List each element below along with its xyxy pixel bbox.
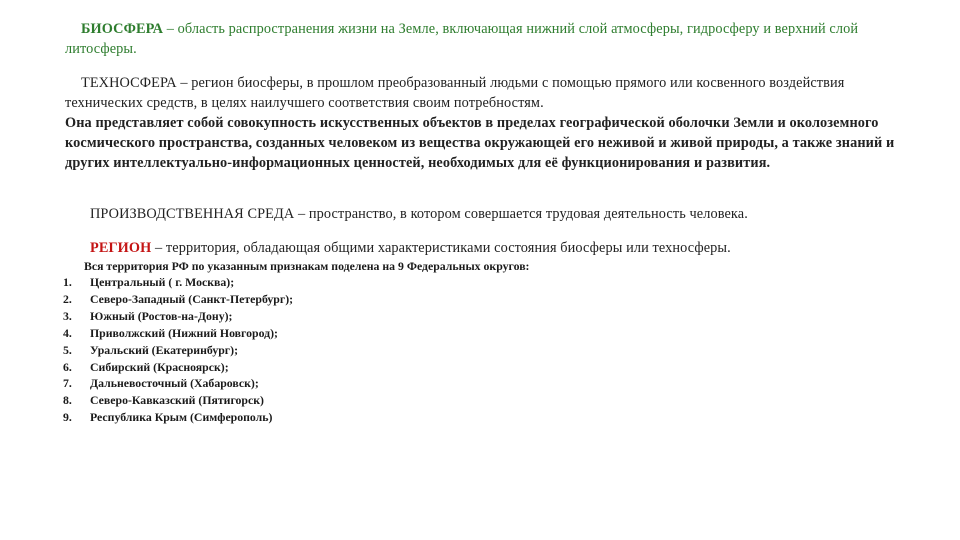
list-item [63, 308, 293, 325]
list-item-text: Приволжский (Нижний Новгород); [90, 325, 278, 340]
list-item-number: 6. [63, 359, 72, 374]
list-item-number: 2. [63, 291, 72, 306]
list-item [63, 274, 293, 291]
list-item-text: Сибирский (Красноярск); [90, 359, 229, 374]
list-item-text: Центральный ( г. Москва); [90, 275, 235, 289]
list-item [63, 409, 293, 426]
list-item-number: 3. [63, 308, 72, 323]
list-item-number: 9. [63, 410, 72, 425]
list-item [63, 325, 293, 342]
list-item-text: Северо-Кавказский (Пятигорск) [90, 393, 264, 408]
technosphere-term: ТЕХНОСФЕРА [81, 75, 177, 91]
federal-districts-intro: Вся территория РФ по указанным признакам поделена на 9 Федеральных округов: [84, 259, 530, 273]
region-definition-text: – территория, обладающая общими характеристиками состояния биосферы или техносферы. [151, 240, 731, 256]
biosphere-definition-text: – область распространения жизни на Земле, включающая нижний слой атмосферы, гидросферу и верхний слой литосферы. [65, 21, 859, 57]
list-item-text: Южный (Ростов-на-Дону); [90, 308, 233, 323]
list-item-text: Дальневосточный (Хабаровск); [90, 376, 259, 391]
production-term: ПРОИЗВОДСТВЕННАЯ СРЕДА [90, 206, 295, 222]
list-item-number: 8. [63, 393, 72, 408]
production-environment-definition [90, 204, 890, 224]
list-item [63, 342, 293, 359]
region-definition [90, 238, 890, 258]
list-item-number: 5. [63, 342, 72, 357]
list-item [63, 375, 293, 392]
federal-districts-list [63, 274, 293, 426]
list-item-text: Уральский (Екатеринбург); [90, 342, 239, 357]
list-item-text: Республика Крым (Симферополь) [90, 410, 273, 425]
list-item-text: Северо-Западный (Санкт-Петербург); [90, 291, 294, 306]
technosphere-extra-text: Она представляет собой совокупность искусственных объектов в пределах географической оболочки Земли и околоземного космического пространства, созданных человеком из вещества окружающей его неживой и живой природы, а также знаний и других интеллектуально-информационных ценностей, необходимых для её функционирования и развития. [65, 115, 895, 171]
list-item [63, 359, 293, 376]
technosphere-definition [65, 73, 895, 173]
list-item [63, 291, 293, 308]
region-term: РЕГИОН [90, 240, 152, 256]
list-item-number: 1. [63, 275, 72, 289]
list-item-number: 7. [63, 376, 72, 391]
biosphere-term: БИОСФЕРА [81, 21, 164, 37]
list-item [63, 392, 293, 409]
biosphere-definition [65, 19, 895, 59]
list-item-number: 4. [63, 325, 72, 340]
technosphere-definition-text: – регион биосферы, в прошлом преобразованный людьми с помощью прямого или косвенного воздействия технических средств, в целях наилучшего соответствия своим потребностям. [65, 75, 845, 111]
production-definition-text: – пространство, в котором совершается трудовая деятельность человека. [294, 206, 748, 222]
